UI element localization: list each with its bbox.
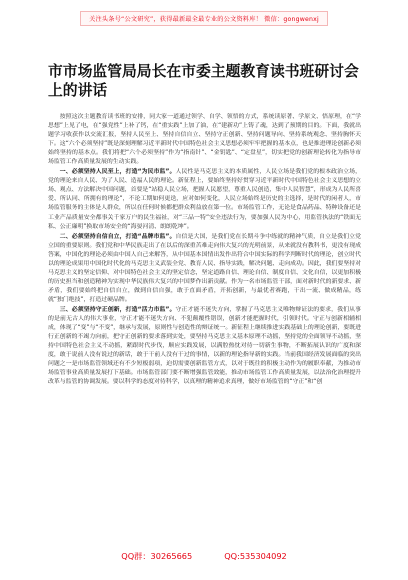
section-1-body: 人民性是马克思主义的本质属性，人民立场是我们党的根本政治立场，党的理论来自人民、为了人民、造福人民的理论。新征程上，要始终坚持好贯穿习近平新时代中国特色社会主义思想的立场、观点、方法解决中国问题，首要是“站稳人民立场，把握人民愿望，尊重人民创造，集中人民智慧”，形成为人民所喜爱、所认同、所拥有的理论”，不论工期如何更迭，应对如何变化，人民立场始终是历史的主选择，是时代的闲者人，市场监管服务的主体是人群众，所以在任何时候都把群众利益放在第一位。市场监管工作，无论是食品药品、特种设备还是工业产品质量安全都事关千家万户的民生福祉，对“三品一特”安全违法行为，要加强人民为中心，用监管执法的“铁面无私、公正廉明”换取市场安全的“海晏河清、朗朗乾坤”。: [48, 169, 361, 230]
section-2-heading: 二、必须坚持自信自立，打造“品牌市监”。: [59, 233, 176, 240]
section-2-paragraph: [48, 233, 361, 305]
section-3-paragraph: [48, 306, 361, 387]
section-3-heading: 三、必须坚持守正创新，打造“活力市监”。: [59, 306, 176, 313]
page-footer: [0, 547, 408, 565]
section-2-body: 自信是大国，是我们党在长期斗争中练就的精神气质，自立是我们立党立国的重要原则。我们党和中华民族走出了在以后的深重苦难走向伟大复兴的光明前景，从来就没有教科书，更没有现成答案，中国化的理论必须由中国人自己来解答，从中国基本国情出发作出符合中国实际的科学判断时代的理论，创立时代以的理论成果用中国化时代化的马克思主义武装全党、教育人民、指导实践，解决问题、走向成功。因此，我们要坚持对马克思主义的坚定信仰、对中国特色社会主义的坚定信念，坚定道路自信、理论自信、制度自信、文化自信，以更加积极的历史担当和创造精神为实现中华民族伟大复兴的中国梦作出新贡献。作为一名市场监管干部，面对新时代的新要求、新矛盾，我们要始终把自信自立，做到自信自强，敢于直面矛盾，开拓创新，与最优者赛跑，干出一流、做成精品，练就“独门绝技”，打造过硬品牌。: [48, 233, 361, 303]
section-1-heading: 一、必须坚持人民至上，打造“为民市监”。: [59, 169, 176, 176]
footer-qq: QQ:535304092: [224, 551, 287, 561]
banner-text: 关注头条号“公文研究”，获得最新最全最专业的公文资料库！ 微信：gongwenxj: [80, 11, 328, 26]
section-1-paragraph: [48, 168, 361, 231]
document-title: 市市场监管局局长在市委主题教育读书班研讨会上的讲话: [48, 63, 359, 99]
footer-qq-group: QQ群：30265665: [121, 550, 193, 561]
article-body: [48, 113, 361, 387]
section-3-body: 守正才能不迷失方向，掌握了马克思主义唯物辩证法的要求，我们从事的是前无古人的伟大事业，守正才能不迷失方向、不犯颠覆性错误，创新才能把握时代，引领时代。守正与创新相辅相成，体现了“变”与“不变”，继承与发展，原则性与创造性的辩证统一。新征程上继续推进实践基础上的理论创新，要既进行正创新的不竭力向前，把守正创新的要求落到实处，要坚持马克思主义基本原理不动摇，坚持党的全面领导不动摇，坚持中国特色社会主义不动摇，紧跟时代步伐，顺应实践发展，以满腔热忱对待一切新生事物，不断拓展认识的广度和深度，敢于说前人没有说过的新话，敢于干前人没有干过的事情，以新的理论指导新的实践。当前我国经济发展面临的突出问题之一是市场监管领域还有不少短板弱项，迫切需要创新监管方式，以对于既往的积极主动作为的履职奉献，为推动市场监管事业高质量发展打下基础。市场监管部门要不断增强监管效能，推动市场监管工作高质量发展，以法治化治理提升改革与监管的协调发展。要以科学的态度对待科学，以真理的精神追求真理，做好市场监管的“守正”和“创: [48, 306, 361, 386]
intro-paragraph: 按照这次主题教育读书班的安排，同大家一道通过领学、自学、领悟的方式，系统读原著、学原文、悟原理，在“学思想”上见了电，在“强党性”上补了钙，在“重实践”上加了油，在“建新功”上铸了魂，达到了预期的目的。下面，我就出题学习收获作以交流汇报，坚持人民至上、坚持自信自立、坚持守正创新、坚持问题导向、坚持系统观念、坚持胸怀天下。这“六个必须坚持”既是深刻理解习近平新时代中国特色社会主义思想必须牢牢把握的基本点，也是推进理论创新必须始终坚持的基本点。我们将把“六个必须坚持”作为“指南针”、“金钥匙”、“定盘星”，切实把党的创新理论转化为指导市场监管工作高质量发展的生动实践。: [48, 114, 361, 166]
top-banner: [0, 0, 408, 36]
